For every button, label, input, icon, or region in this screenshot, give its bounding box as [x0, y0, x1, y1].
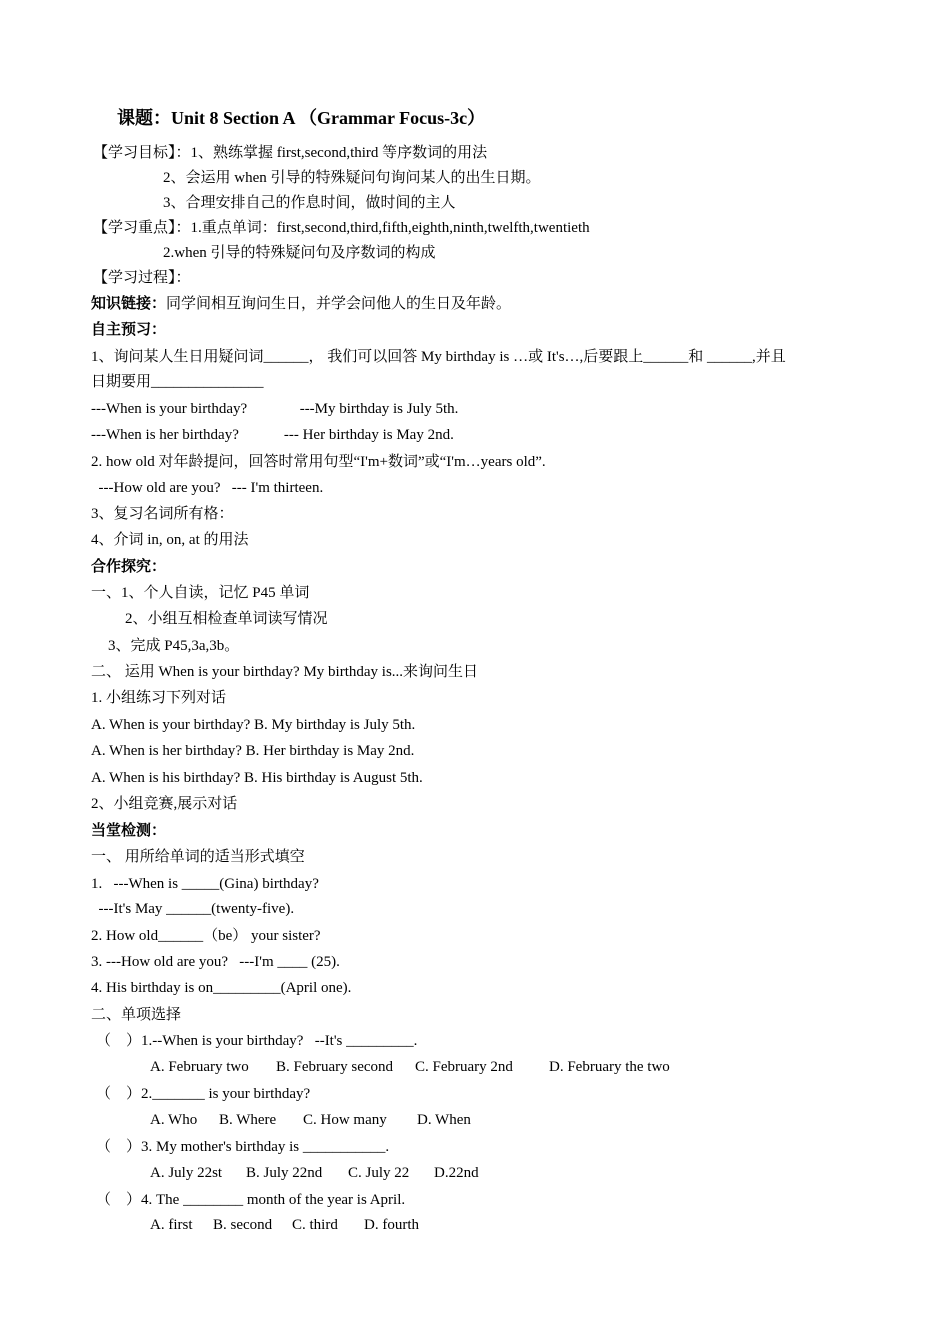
test-heading: 当堂检测： [91, 823, 167, 839]
option: D. February the two [549, 1059, 670, 1075]
choice-heading: 二、单项选择 [91, 1007, 182, 1023]
option: C. How many [303, 1112, 387, 1128]
objectives-item: 3、合理安排自己的作息时间，做时间的主人 [163, 195, 456, 211]
key-points-item: 2.when 引导的特殊疑问句及序数词的构成 [163, 245, 436, 261]
option: B. Where [219, 1112, 277, 1128]
fill-item: 2. How old______（be） your sister? [91, 928, 321, 944]
cooperation-line: 2、小组互相检查单词读写情况 [125, 611, 328, 627]
preview-line: ---When is her birthday? --- Her birthday is May 2nd. [91, 427, 454, 443]
question-stem: （ ）3. My mother's birthday is ___________. [96, 1139, 390, 1155]
option: A. February two [150, 1059, 249, 1075]
preview-line: 4、介词 in, on, at 的用法 [91, 532, 249, 548]
dialogue-line: A. When is his birthday? B. His birthday is August 5th. [91, 770, 423, 786]
preview-heading: 自主预习： [91, 322, 167, 338]
preview-line: 2. how old 对年龄提问，回答时常用句型“I'm+数词”或“I'm…years old”. [91, 454, 546, 470]
knowledge-link-label: 知识链接： [91, 296, 167, 312]
cooperation-line: 一、1、个人自读，记忆 P45 单词 [91, 585, 310, 601]
option: B. February second [276, 1059, 394, 1075]
key-points-item: ：1.重点单词：first,second,third,fifth,eighth,ninth,twelfth,twentieth [175, 220, 590, 236]
page-title: 课题：Unit 8 Section A （Grammar Focus-3c） [117, 108, 486, 128]
cooperation-heading: 合作探究： [91, 559, 167, 575]
key-points-line-1 [93, 218, 590, 238]
fill-item: 4. His birthday is on_________(April one). [91, 980, 352, 996]
option: A. first [150, 1217, 193, 1233]
cooperation-line: 2、小组竞赛,展示对话 [91, 796, 238, 812]
objectives-label: 【学习目标】 [93, 145, 176, 161]
question-stem: （ ）2._______ is your birthday? [96, 1086, 311, 1102]
key-points-label: 【学习重点】 [93, 220, 176, 236]
question-options [150, 1215, 419, 1235]
question-options [150, 1057, 670, 1077]
option: D. When [417, 1112, 471, 1128]
knowledge-link-line [91, 294, 511, 314]
option: A. July 22st [150, 1165, 223, 1181]
preview-line: ---How old are you? --- I'm thirteen. [91, 480, 324, 496]
cooperation-line: 1. 小组练习下列对话 [91, 690, 227, 706]
option: D.22nd [434, 1165, 479, 1181]
process-line [93, 268, 191, 288]
cooperation-line: 二、 运用 When is your birthday? My birthday is...来询问生日 [91, 664, 479, 680]
preview-line: 3、复习名词所有格： [91, 506, 234, 522]
question-options [150, 1110, 471, 1130]
fill-item: ---It's May ______(twenty-five). [91, 901, 295, 917]
process-label: 【学习过程】 [93, 270, 176, 286]
dialogue-line: A. When is your birthday? B. My birthday is July 5th. [91, 717, 416, 733]
cooperation-line: 3、完成 P45,3a,3b。 [108, 638, 240, 654]
question-options [150, 1163, 479, 1183]
fill-heading: 一、 用所给单词的适当形式填空 [91, 849, 305, 865]
question-stem: （ ）1.--When is your birthday? --It's _________. [96, 1033, 418, 1049]
option: B. July 22nd [246, 1165, 323, 1181]
question-stem: （ ）4. The ________ month of the year is April. [96, 1192, 406, 1208]
option: C. July 22 [348, 1165, 410, 1181]
option: C. February 2nd [415, 1059, 513, 1075]
process-colon: ： [175, 270, 191, 286]
objectives-item: 2、会运用 when 引导的特殊疑问句询问某人的出生日期。 [163, 170, 541, 186]
option: D. fourth [364, 1217, 419, 1233]
knowledge-link-text: 同学间相互询问生日，并学会问他人的生日及年龄。 [166, 296, 512, 312]
option: B. second [213, 1217, 273, 1233]
preview-line: ---When is your birthday? ---My birthday is July 5th. [91, 401, 459, 417]
objectives-line-1 [93, 143, 487, 163]
preview-line: 1、询问某人生日用疑问词______， 我们可以回答 My birthday is …或 It's…,后要跟上______和 ______,并且 [91, 349, 786, 365]
objectives-item: ：1、熟练掌握 first,second,third 等序数词的用法 [175, 145, 488, 161]
dialogue-line: A. When is her birthday? B. Her birthday is May 2nd. [91, 743, 415, 759]
fill-item: 1. ---When is _____(Gina) birthday? [91, 876, 319, 892]
preview-line: 日期要用_______________ [91, 374, 264, 390]
option: A. Who [150, 1112, 198, 1128]
fill-item: 3. ---How old are you? ---I'm ____ (25). [91, 954, 340, 970]
option: C. third [292, 1217, 338, 1233]
